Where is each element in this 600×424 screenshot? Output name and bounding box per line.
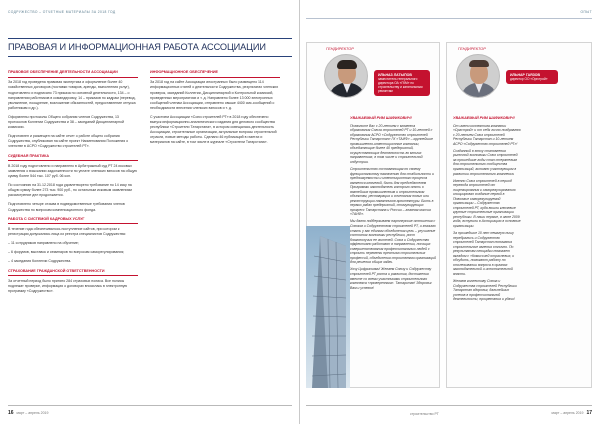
letter-paragraph: Желаем коллективу Союза и Содружества строителей Республики Татарстан здоровья, дальнейших успехов в профессиональной деятельности, процветания и удачи! bbox=[453, 279, 517, 302]
body-paragraph: С участием Ассоциации «Союз строителей РТ» в 2018 году обеспечено выпуск информационно-аналитического издания для делового сообщества республики «Строители Татарстана», в котором освещалась деятельность Ассоциации, строительные организации, актуальные вопросы строительной отрасли, новые методы работы. Сделано 46 публикаций в газетах и материалов на сайте, в том числе в журнале «Строители Татарстана». bbox=[150, 114, 277, 145]
body-paragraph: В течение года обеспечивалось поступление сайтов, при котором к регистрации допускались лица из реестра специалистов Содружества: bbox=[8, 227, 126, 237]
letter-paragraph: Мы давно поддерживаем партнерские отношения с Союзом и Содружеством строителей РТ, и значимо стать у вас единым объединения цель – улучшение состояния экономики республики, рост благополучия ее жителей. Союз и Содружество эффективно работают в направлении, носящих совершенствования профессиональных людей с строить перемены престижа строительных профессий, объединения строителями организаций для решения общих задач. bbox=[350, 219, 437, 265]
body-paragraph: По состоянию на 31.12.2018 года удовлетворено требование по 14 иску на общую сумму более 273 тыс. 900 руб., по остальным исковым заявлениям рассмотрение дел продолжается. bbox=[8, 183, 132, 198]
panel2-direction-label: ГЕНДИРЕКТОР bbox=[458, 47, 486, 51]
left-column-1 bbox=[8, 70, 138, 298]
letter-paragraph: От имени коллектива компании «Оргстрой» и от себя лично поздравляю с 20-летием Союз строителей Республики Татарстан и 10-летием АСРО «Содружество строителей РТ»! bbox=[453, 123, 521, 146]
right-running-head: ОПЫТ bbox=[580, 10, 592, 14]
section-heading-rule bbox=[150, 77, 280, 78]
title-bottom-rule bbox=[8, 56, 292, 57]
panel1-direction-label: ГЕНДИРЕКТОР bbox=[326, 47, 354, 51]
section-heading-rule bbox=[8, 160, 138, 161]
body-paragraph: – 4 заседания Коллегии Содружества. bbox=[8, 259, 72, 264]
letter-paragraph: Строительство составляющая по своему функциональному назначению для стабильности и предсказуемости и инвестиционного процесса является ключевой, быть для председателем Программы законодатель которого опять о важнейших промышленным и строительным объектам, реставрация и сочетания новых или реконструкции памятников архитектуры. Быть в первых рядах предприятий, стимулирующих прогресс Татарстана и России – главная миссия «ТАИФ». bbox=[350, 166, 434, 217]
body-paragraph: – 6 форумов, выставок и семинаров по вопросам саморегулирования; bbox=[8, 250, 125, 255]
body-paragraph: За отчетный период было принято 284 страховых полиса. Все полисы подлежат проверке, информация о договорах вносилась в электронную программу «Содружество». bbox=[8, 278, 128, 294]
section-heading-rule bbox=[8, 223, 138, 224]
panel1-salutation: УВАЖАЕМЫЙ РИМ ШАФИКОВИЧ! bbox=[350, 116, 412, 120]
body-paragraph: Подготовлен и размещен на сайте отчет о работе общего собрания Содружества, опубликован на сайте проект Наименования Положения о членстве в АСРО «Содружество строителей РТ». bbox=[8, 134, 129, 149]
body-paragraph: В 2018 году подготовлено и направлено в Арбитражный суд РТ 24 исковых заявления о взыскании задолженности по уплате членских взносов на общую сумму более 544 тыс. 107 руб. 06 коп. bbox=[8, 163, 138, 179]
section-heading: ПРАВОВОЕ ОБЕСПЕЧЕНИЕ ДЕЯТЕЛЬНОСТИ АССОЦИАЦИИ bbox=[8, 70, 118, 74]
letter-paragraph: Именно Союз строителей в период перехода строителей от лицензирования к саморегулированию инициировал создание первой в Поволжье саморегулируемой организации – Содружества строителей РТ, куда вошли ключевые крупные строительные организации республики. В наши первые, в июне 2009 года, вступили в Ассоциацию в основные организации. bbox=[453, 178, 521, 229]
right-folio bbox=[552, 410, 592, 416]
title-top-rule bbox=[8, 38, 292, 39]
left-folio bbox=[8, 410, 48, 416]
body-paragraph: Оформлены протоколы Общего собрания членов Содружества, 13 протоколов Коллегии Содружества и 38 – заседаний Дисциплинарной комиссии. bbox=[8, 114, 124, 130]
footer-rule-right bbox=[306, 405, 592, 406]
panel2-letter bbox=[453, 116, 521, 304]
building-photo bbox=[306, 226, 350, 388]
section-heading: СУДЕБНАЯ ПРАКТИКА bbox=[8, 153, 50, 158]
panel2-name-bubble bbox=[506, 70, 558, 84]
left-running-head: СОДРУЖЕСТВО – ОТЧЕТНЫЕ МАТЕРИАЛЫ ЗА 2018 ГОД bbox=[8, 10, 116, 14]
page-title: ПРАВОВАЯ И ИНФОРМАЦИОННАЯ РАБОТА АССОЦИАЦИИ bbox=[8, 42, 266, 52]
body-paragraph: За 2018 год проведена правовая экспертиза и оформление более 40 хозяйственных договоров (поставки товаров, аренды, выполнения услуг), подготовлено и подписано 73 приказа по основной деятельности, 134 – о направлении работников в командировку, 14 – приказов по кадрам (перевод, увольнение, поощрение, возложение обязанностей, предоставление отпуска работникам и др.). bbox=[8, 80, 136, 110]
body-paragraph: – 11 сотрудников направлено на обучение; bbox=[8, 241, 79, 246]
section-heading-rule bbox=[8, 275, 138, 276]
body-paragraph: Подготовлено четыре отзыва в подведомственные требования членов Содружества по вопросам компенсационного фонда. bbox=[8, 202, 125, 212]
right-page bbox=[300, 0, 600, 424]
page-number-right: 17 bbox=[586, 410, 592, 416]
section-heading: СТРАХОВАНИЕ ГРАЖДАНСКОЙ ОТВЕТСТВЕННОСТИ bbox=[8, 268, 105, 273]
letter-paragraph: За прошедшие 10 лет немалую нишу перебрались и Содружество строителей Татарстан понимания строительные явления отлично. По результатам площадки помогает вкладом с «Комиссией отраслевых, к обсудить, помогают работу по отслеживании вопроса в органах законодательной и исполнительной власти. bbox=[453, 231, 515, 276]
panel2-portrait bbox=[456, 54, 500, 98]
panel1-portrait bbox=[324, 54, 368, 98]
panel2-role: директор ОО «Оргстрой» bbox=[510, 77, 548, 81]
folio-issue: март – апрель 2019 bbox=[16, 411, 49, 415]
header-rule bbox=[306, 18, 592, 19]
panel1-name: ИЛЬНАЗ ЛАТЫПОВ bbox=[378, 73, 412, 77]
panel1-name-bubble bbox=[374, 70, 430, 96]
panel2-name: ИЛЬНАР ГАЯЗОВ bbox=[510, 73, 541, 77]
panel2-salutation: УВАЖАЕМЫЙ РИМ ШАФИКОВИЧ! bbox=[453, 116, 515, 120]
letter-paragraph: Позвольте Вас с 20-летием с момента образования Союза строителей РТ и 10-летней с образования АСРО «Содружество строителей Республики Татарстан» ГК «ТАИФ» – крупнейшие промышленно-инвестиционные компании, объединяющие более 40 предприятий, осуществляющих деятельность во многих направлениях, в том числе и строительной индустрии. bbox=[350, 123, 433, 164]
left-column-2 bbox=[150, 70, 280, 150]
page-number: 16 bbox=[8, 410, 14, 416]
letter-paragraph: Созданный в эпоху становления рыночной экономики Союз строителей за прошедшие годы стал стержневым для строительного сообщества организаций, активно участвующим в развитии строительного комплекса. bbox=[453, 148, 518, 176]
body-paragraph: За 2018 год на сайте Ассоциации иностранных было размещено 114 информационных статей о деятельности Содружества, результатах членских проверок, заседаний Коллегии, Дисциплинарной и Контрольной комиссий, проведенных мероприятиях и т. д. Направлено более 13 000 электронных сообщений членам Ассоциации, отправлено свыше 4400 смс-сообщений о необходимости внесения членских взносов и т. д. bbox=[150, 80, 279, 110]
right-folio-magazine: строительство РТ bbox=[410, 412, 439, 416]
panel1-letter bbox=[350, 116, 436, 293]
footer-rule bbox=[8, 405, 292, 406]
section-heading: ИНФОРМАЦИОННОЕ ОБЕСПЕЧЕНИЕ bbox=[150, 70, 218, 74]
panel1-role: заместитель генерального директора ОА «ГКМ» по строительству и капитальным ремонтам bbox=[378, 77, 423, 93]
folio-issue-right: март – апрель 2019 bbox=[551, 411, 584, 415]
section-heading: РАБОТА С СИСТЕМОЙ КАДРОВЫХ УСЛУГ bbox=[8, 216, 85, 221]
letter-paragraph: Хочу Цифрисиями! Желаем Союзу и Содружеству строителей РТ роста и развития, достижения вместе со всеми участниками строительного комплекса «проверенным». Татарстан! Здоровья Вам и успехов! bbox=[350, 267, 432, 290]
section-heading-rule bbox=[8, 77, 138, 78]
